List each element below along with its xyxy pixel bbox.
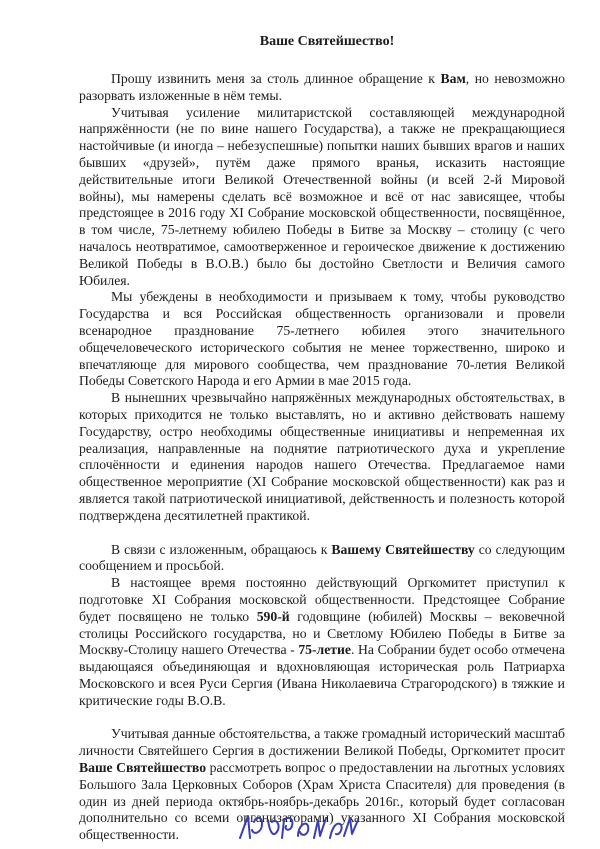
handwritten-signature-icon [236,808,366,848]
paragraph-request: Учитывая данные обстоятельства, а также громадный исторический масштаб личности Святейшего Сергия в достижении Великой Победы, Оргкомитет просит Ваше Святейшество рассмотреть вопрос о предоставлении на льготных условиях Большого Зала Церковных Соборов (Храм Христа Спасителя) для проведения (в один из дней периода октябрь-ноябрь-декабрь 2016г., который будет согласован дополнительно со всеми организаторами) указанного XI Собрания московской общественности. [79,726,565,843]
paragraph-initiative: В нынешних чрезвычайно напряжённых международных обстоятельствах, в которых приходится не только выставлять, но и активно действовать нашему Государству, остро необходимы общественные инициативы и непременная их реализация, направленные на поднятие патриотического духа и укрепление сплочённости и единения народов нашего Отечества. Предлагаемое нами общественное мероприятие (XI Собрание московской общественности) как раз и является такой патриотической инициативой, действенность и полезность которой подтверждена десятилетней практикой. [79,390,565,523]
paragraph-context: Учитывая усиление милитаристской составляющей международной напряжённости (не по вине нашего Государства), а также не прекращающиеся настойчивые (и иногда – небезуспешные) попытки наших бывших врагов и наших бывших «друзей», путём даже прямого вранья, исказить настоящие действительные итоги Великой Отечественной войны (и всей 2-й Мировой войны), мы намерены сделать всё возможное и всё от нас зависящее, чтобы предстоящее в 2016 году XI Собрание московской общественности, посвящённое, в том числе, 75-летнему юбилею Победы в Битве за Москву – столицу (с чего началось неотвратимое, самоотверженное и героическое движение к достижению Великой Победы в В.О.В.) было бы достойно Светлости и Величия самого Юбилея. [79,104,565,288]
paragraph-orgcommittee: В настоящее время постоянно действующий Оргкомитет приступил к подготовке XI Собрания московской общественности. Предстоящее Собрание будет посвящено не только 590-й годовщине (юбилей) Москвы – вековечной столицы Российского государства, но и Светлому Юбилею Победы в Битве за Москву-Столицу нашего Отечества - 75-летие. На Собрании будет особо отмечена выдающаяся объединяющая и вдохновляющая историческая роль Патриарха Московского и всея Руси Сергия (Ивана Николаевича Страгородского) в тяжкие и критические годы В.О.В. [79,575,565,708]
paragraph-conviction: Мы убеждены в необходимости и призываем к тому, чтобы руководство Государства и вся Российская общественность организовали и провели всенародное празднование 75-летнего юбилея этого значительного общечеловеческого исторического события не менее торжественно, широко и впечатляюще для мирового сообщества, чем празднование 70-летия Великой Победы Советского Народа и его Армии в мае 2015 года. [79,289,565,389]
letter-salutation: Ваше Святейшество! [259,34,395,49]
paragraph-appeal: В связи с изложенным, обращаюсь к Вашему Святейшеству со следующим сообщением и просьбой. [79,541,565,574]
paragraph-apology: Прошу извинить меня за столь длинное обращение к Вам, но невозможно разорвать изложенные в нём темы. [79,71,565,103]
